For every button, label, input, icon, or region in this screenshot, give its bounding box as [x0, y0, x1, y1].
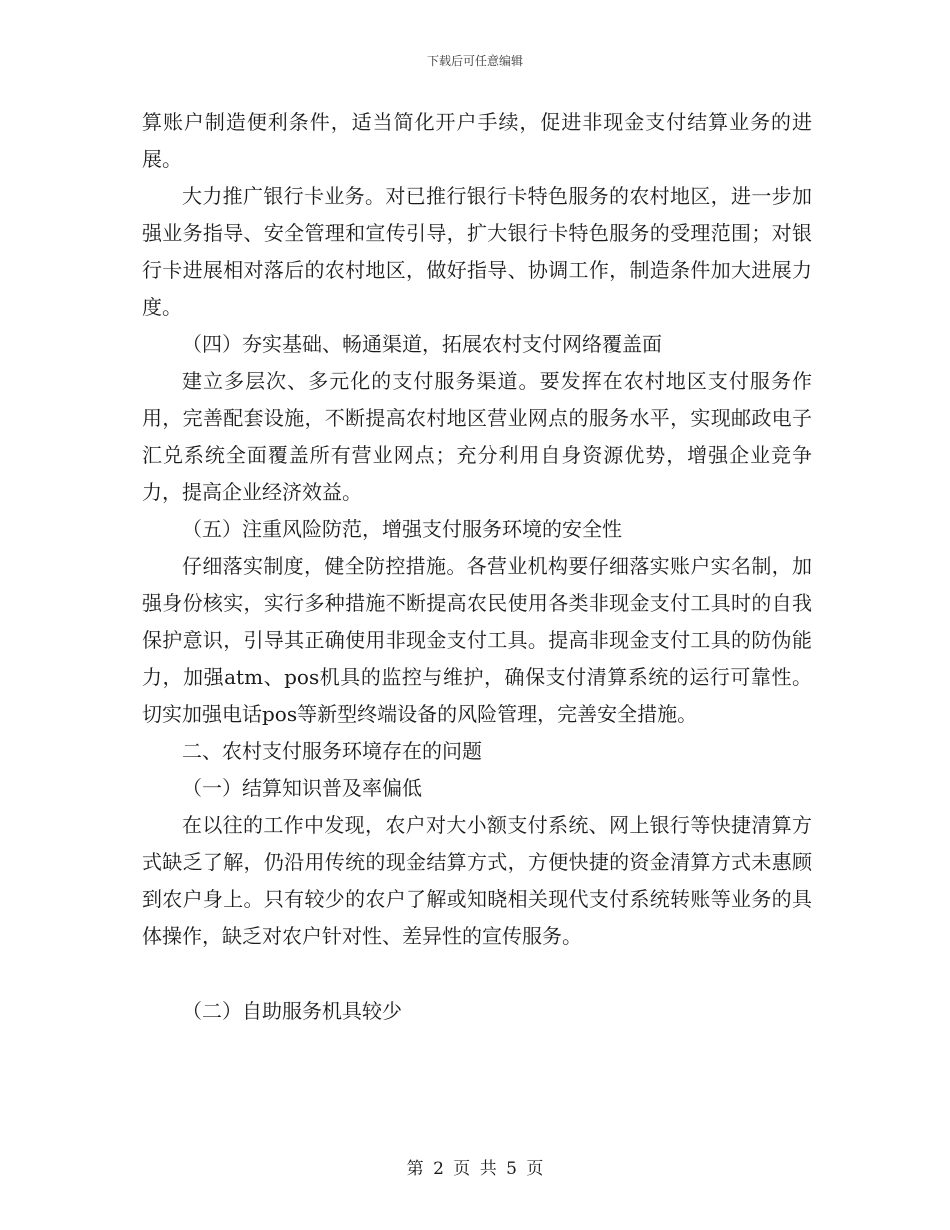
section-heading-5: （五）注重风险防范，增强支付服务环境的安全性	[182, 517, 622, 541]
paragraph-1: 算账户制造便利条件，适当简化开户手续，促进非现金支付结算业务的进展。	[142, 110, 812, 171]
chapter-heading-2: 二、农村支付服务环境存在的问题	[182, 739, 482, 763]
page-footer: 第 2 页 共 5 页	[406, 1159, 544, 1179]
section-heading-2: （二）自助服务机具较少	[182, 999, 402, 1023]
paragraph-2: 大力推广银行卡业务。对已推行银行卡特色服务的农村地区，进一步加强业务指导、安全管理和宣传引导，扩大银行卡特色服务的受理范围；对银行卡进展相对落后的农村地区，做好指导、协调工作，制造条件加大进展力度。	[142, 184, 812, 319]
section-heading-1: （一）结算知识普及率偏低	[182, 776, 422, 800]
paragraph-4: 仔细落实制度，健全防控措施。各营业机构要仔细落实账户实名制，加强身份核实，实行多种措施不断提高农民使用各类非现金支付工具时的自我保护意识，引导其正确使用非现金支付工具。提高非现金支付工具的防伪能力，加强atm、pos机具的监控与维护，确保支付清算系统的运行可靠性。切实加强电话pos等新型终端设备的风险管理，完善安全措施。	[142, 554, 812, 726]
page-header: 下载后可任意编辑	[426, 54, 523, 68]
paragraph-gap	[142, 955, 812, 993]
section-heading-4: （四）夯实基础、畅通渠道，拓展农村支付网络覆盖面	[182, 332, 662, 356]
document-body	[142, 104, 812, 1030]
paragraph-5: 在以往的工作中发现，农户对大小额支付系统、网上银行等快捷清算方式缺乏了解，仍沿用传统的现金结算方式，方便快捷的资金清算方式未惠顾到农户身上。只有较少的农户了解或知晓相关现代支付系统转账等业务的具体操作，缺乏对农户针对性、差异性的宣传服务。	[142, 813, 812, 948]
paragraph-3: 建立多层次、多元化的支付服务渠道。要发挥在农村地区支付服务作用，完善配套设施，不断提高农村地区营业网点的服务水平，实现邮政电子汇兑系统全面覆盖所有营业网点；充分利用自身资源优势，增强企业竞争力，提高企业经济效益。	[142, 369, 812, 504]
